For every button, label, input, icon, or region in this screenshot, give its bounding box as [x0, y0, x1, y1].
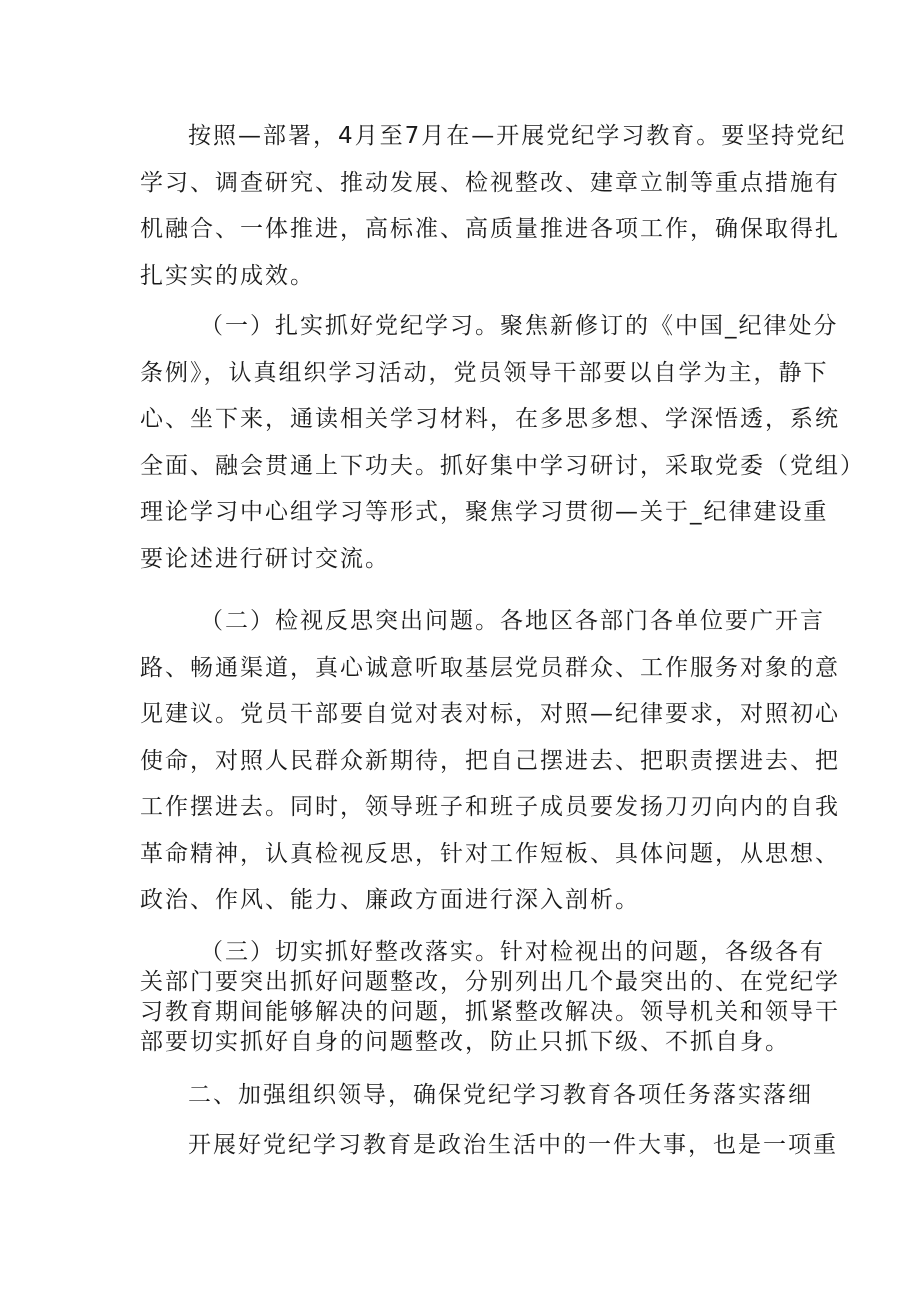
text-line: 政治、作风、能力、廉政方面进行深入剖析。	[140, 887, 640, 913]
paragraph-section-3	[140, 937, 840, 1057]
paragraph-intro	[140, 113, 847, 299]
text-line: 条例》，认真组织学习活动，党员领导干部要以自学为主，静下	[140, 359, 829, 386]
text-line: 关部门要突出抓好问题整改，分别列出几个最突出的、在党纪学	[140, 969, 840, 995]
text-line: 部要切实抓好自身的问题整改，防止只抓下级、不抓自身。	[140, 1029, 790, 1055]
text-line: 习教育期间能够解决的问题，抓紧整改解决。领导机关和领导干	[140, 999, 840, 1025]
text-line: （一）扎实抓好党纪学习。聚焦新修订的《中国_纪律处分	[200, 313, 839, 339]
paragraph-section-1	[140, 303, 865, 582]
text-line: 按照—部署，4月至7月在—开展党纪学习教育。要坚持党纪	[188, 123, 847, 149]
text-line: 全面、融会贯通上下功夫。抓好集中学习研讨，采取党委（党组）	[140, 452, 865, 479]
text-line: 心、坐下来，通读相关学习材料，在多思多想、学深悟透，系统	[140, 406, 840, 432]
paragraph-section-2	[140, 598, 840, 924]
text-line: 工作摆进去。同时，领导班子和班子成员要发扬刀刃向内的自我	[140, 794, 840, 820]
heading-line: 二、加强组织领导，确保党纪学习教育各项任务落实落细	[188, 1082, 813, 1108]
text-line: （三）切实抓好整改落实。针对检视出的问题，各级各有	[200, 939, 825, 965]
text-line: 见建议。党员干部要自觉对表对标，对照—纪律要求，对照初心	[140, 701, 840, 727]
text-line: 路、畅通渠道，真心诚意听取基层党员群众、工作服务对象的意	[140, 654, 840, 681]
text-line: 开展好党纪学习教育是政治生活中的一件大事，也是一项重	[188, 1132, 838, 1158]
section-heading-2	[140, 1072, 813, 1118]
paragraph-section-2-body	[140, 1122, 838, 1168]
text-line: 理论学习中心组学习等形式，聚焦学习贯彻—关于_纪律建设重	[140, 499, 829, 525]
text-line: 学习、调查研究、推动发展、检视整改、建章立制等重点措施有	[140, 169, 840, 196]
text-line: 机融合、一体推进，高标准、高质量推进各项工作，确保取得扎	[140, 216, 840, 242]
text-line: 使命，对照人民群众新期待，把自己摆进去、把职责摆进去、把	[140, 747, 840, 774]
text-line: 要论述进行研讨交流。	[140, 545, 390, 572]
text-line: （二）检视反思突出问题。各地区各部门各单位要广开言	[200, 608, 825, 634]
text-line: 扎实实的成效。	[140, 262, 315, 289]
text-line: 革命精神，认真检视反思，针对工作短板、具体问题，从思想、	[140, 840, 840, 867]
